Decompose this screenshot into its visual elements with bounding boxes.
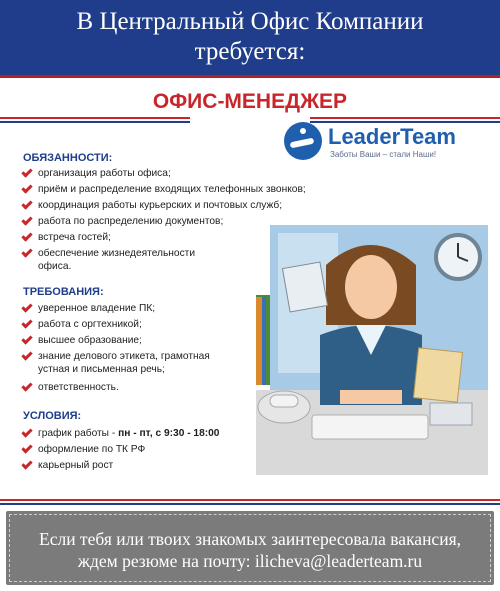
check-icon — [21, 214, 32, 225]
duty-item-continuation: офиса. — [38, 261, 72, 272]
check-icon — [21, 333, 32, 344]
duty-item: работа по распределению документов; — [22, 216, 223, 229]
requirements-heading: ТРЕБОВАНИЯ: — [23, 286, 104, 298]
duty-item: организация работы офиса; — [22, 168, 171, 181]
duty-item: координация работы курьерских и почтовых служб; — [22, 200, 282, 213]
check-icon — [21, 182, 32, 193]
duty-item: обеспечение жизнедеятельности — [22, 248, 195, 261]
folder — [414, 348, 463, 402]
clock-icon — [436, 235, 480, 279]
footer-line-2: ждем резюме на почту: ilicheva@leaderteam.ru — [77, 551, 423, 571]
check-icon — [21, 380, 32, 391]
vacancy-title: ОФИС-МЕНЕДЖЕР — [152, 90, 348, 113]
check-icon — [21, 246, 32, 257]
footer-stripe-red — [0, 499, 500, 501]
check-icon — [21, 426, 32, 437]
footer-stripe-navy — [0, 503, 500, 505]
woman-figure — [320, 245, 422, 405]
keyboard — [312, 415, 428, 439]
check-icon — [21, 317, 32, 328]
check-icon — [21, 198, 32, 209]
telephone-icon — [258, 391, 310, 423]
header-line-1: В Центральный Офис Компании — [76, 8, 424, 35]
requirement-item: работа с оргтехникой; — [22, 319, 142, 332]
schedule-hours: пн - пт, с 9:30 - 18:00 — [118, 428, 220, 439]
condition-item-schedule: график работы - пн - пт, с 9:30 - 18:00 — [22, 428, 219, 441]
duties-heading: ОБЯЗАННОСТИ: — [23, 152, 113, 164]
title-rule-right-red — [310, 117, 500, 119]
logo-icon — [284, 122, 322, 160]
condition-item: карьерный рост — [22, 460, 113, 473]
office-manager-illustration — [256, 225, 488, 475]
footer-contact-box — [6, 511, 494, 585]
header-line-2: требуется: — [194, 38, 306, 65]
logo-tagline: Заботы Ваши – стали Наши! — [330, 150, 437, 159]
header-banner — [0, 0, 500, 78]
notepad — [430, 403, 472, 425]
check-icon — [21, 349, 32, 360]
check-icon — [21, 230, 32, 241]
check-icon — [21, 458, 32, 469]
conditions-heading: УСЛОВИЯ: — [23, 410, 82, 422]
requirement-item: ответственность. — [22, 382, 119, 395]
duty-item: приём и распределение входящих телефонных звонков; — [22, 184, 306, 197]
email-link[interactable]: ilicheva@leaderteam.ru — [254, 551, 423, 571]
check-icon — [21, 442, 32, 453]
check-icon — [21, 301, 32, 312]
requirement-item: высшее образование; — [22, 335, 142, 348]
requirement-item: уверенное владение ПК; — [22, 303, 155, 316]
title-rule-left-red — [0, 117, 190, 119]
condition-item: оформление по ТК РФ — [22, 444, 145, 457]
paper-sheet — [282, 262, 327, 312]
duty-item: встреча гостей; — [22, 232, 111, 245]
check-icon — [21, 166, 32, 177]
requirement-item: знание делового этикета, грамотная — [22, 351, 210, 364]
footer-line-1: Если тебя или твоих знакомых заинтересовала вакансия, — [39, 529, 461, 549]
leaderteam-logo — [284, 122, 474, 162]
requirement-item-continuation: устная и письменная речь; — [38, 364, 165, 375]
logo-name: LeaderTeam — [328, 124, 456, 149]
title-rule-left-navy — [0, 121, 190, 123]
